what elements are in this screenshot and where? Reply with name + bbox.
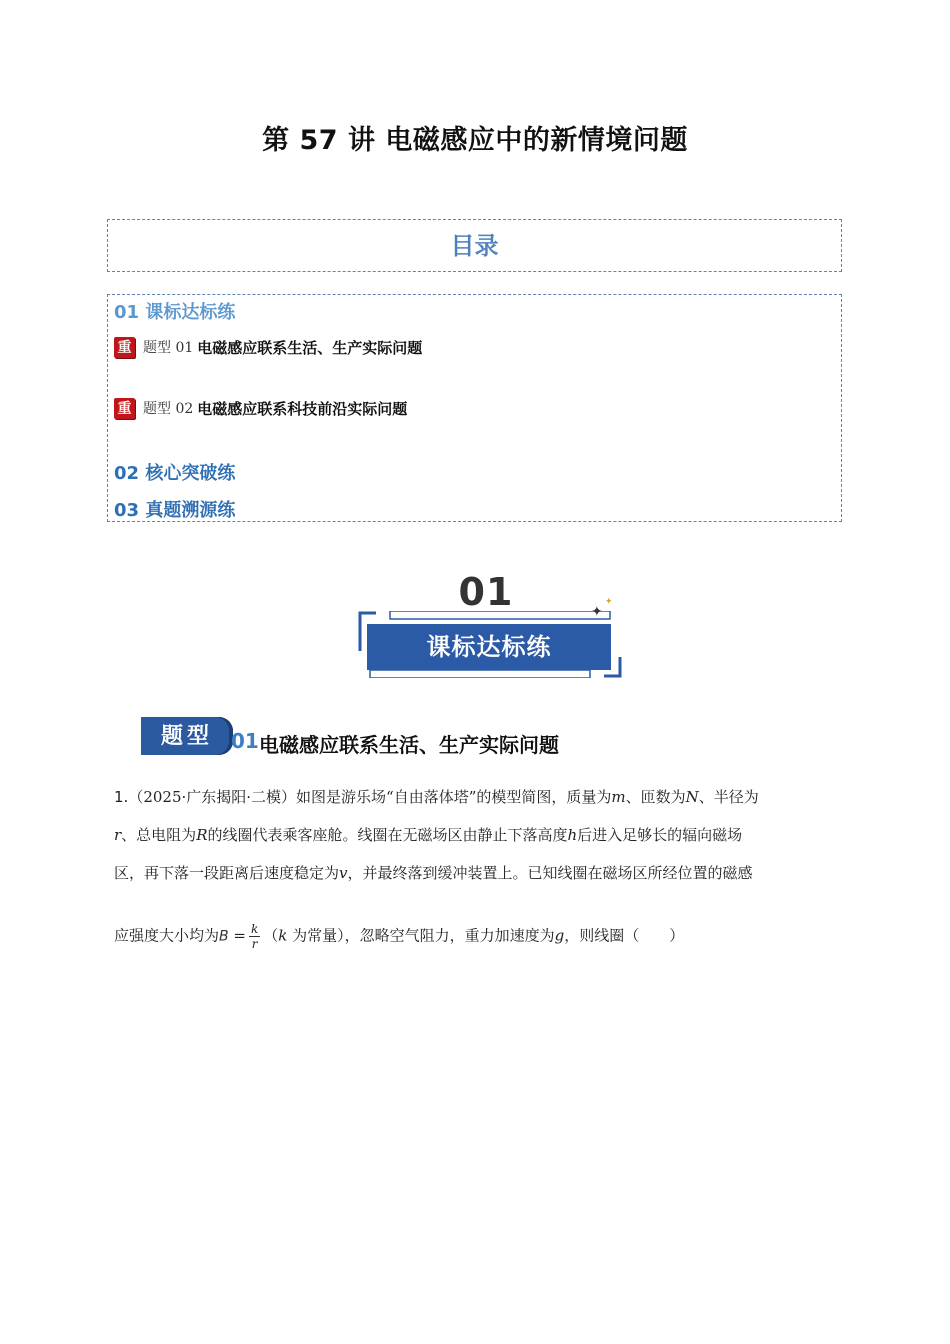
toc-heading: 目录 (107, 219, 842, 272)
section-banner: 课标达标练 (367, 624, 611, 670)
question-line-1: 1.（2025·广东揭阳·二模）如图是游乐场“自由落体塔”的模型简图，质量为m、匝数为N、半径为 (114, 788, 759, 806)
question-type-title: 电磁感应联系生活、生产实际问题 (259, 733, 559, 757)
question-line-3: 区，再下落一段距离后速度稳定为v，并最终落到缓冲装置上。已知线圈在磁场区所经位置的磁感 (114, 864, 753, 882)
toc-item-2-text: 电磁感应联系科技前沿实际问题 (197, 399, 408, 418)
toc-section-1[interactable]: 01 课标达标练 (114, 302, 236, 323)
section-number: 01 (458, 570, 514, 614)
toc-item-1-text: 电磁感应联系生活、生产实际问题 (197, 338, 423, 357)
toc-item-2-prefix: 题型 02 (143, 401, 194, 417)
toc-item-2[interactable] (114, 396, 407, 420)
important-badge-icon: 重 (114, 337, 135, 358)
formula-b: B (219, 928, 229, 945)
question-type-label: 题型 (141, 717, 233, 755)
page-title: 第 57 讲 电磁感应中的新情境问题 (262, 125, 688, 156)
fraction-k-over-r: $\frac{k}{r}$ (250, 922, 259, 951)
toc-item-1-prefix: 题型 01 (143, 340, 194, 356)
question-number: 1. (114, 788, 129, 806)
toc-section-2[interactable]: 02 核心突破练 (114, 463, 236, 484)
sparkle-icon: ✦ (605, 597, 613, 607)
question-line-4: 应强度大小均为B = $\frac{k}{r}$ （k 为常量），忽略空气阻力，重力加速度为g，则线圈（ ） (114, 922, 685, 951)
question-line-2: r、总电阻为R的线圈代表乘客座舱。线圈在无磁场区由静止下落高度h后进入足够长的辐向磁场 (114, 826, 743, 844)
important-badge-icon: 重 (114, 398, 135, 419)
toc-box (107, 294, 842, 522)
sparkle-icon: ✦ (591, 604, 603, 620)
toc-section-3[interactable]: 03 真题溯源练 (114, 500, 236, 521)
toc-item-1[interactable] (114, 335, 422, 359)
question-type-number: 01 (231, 729, 259, 753)
